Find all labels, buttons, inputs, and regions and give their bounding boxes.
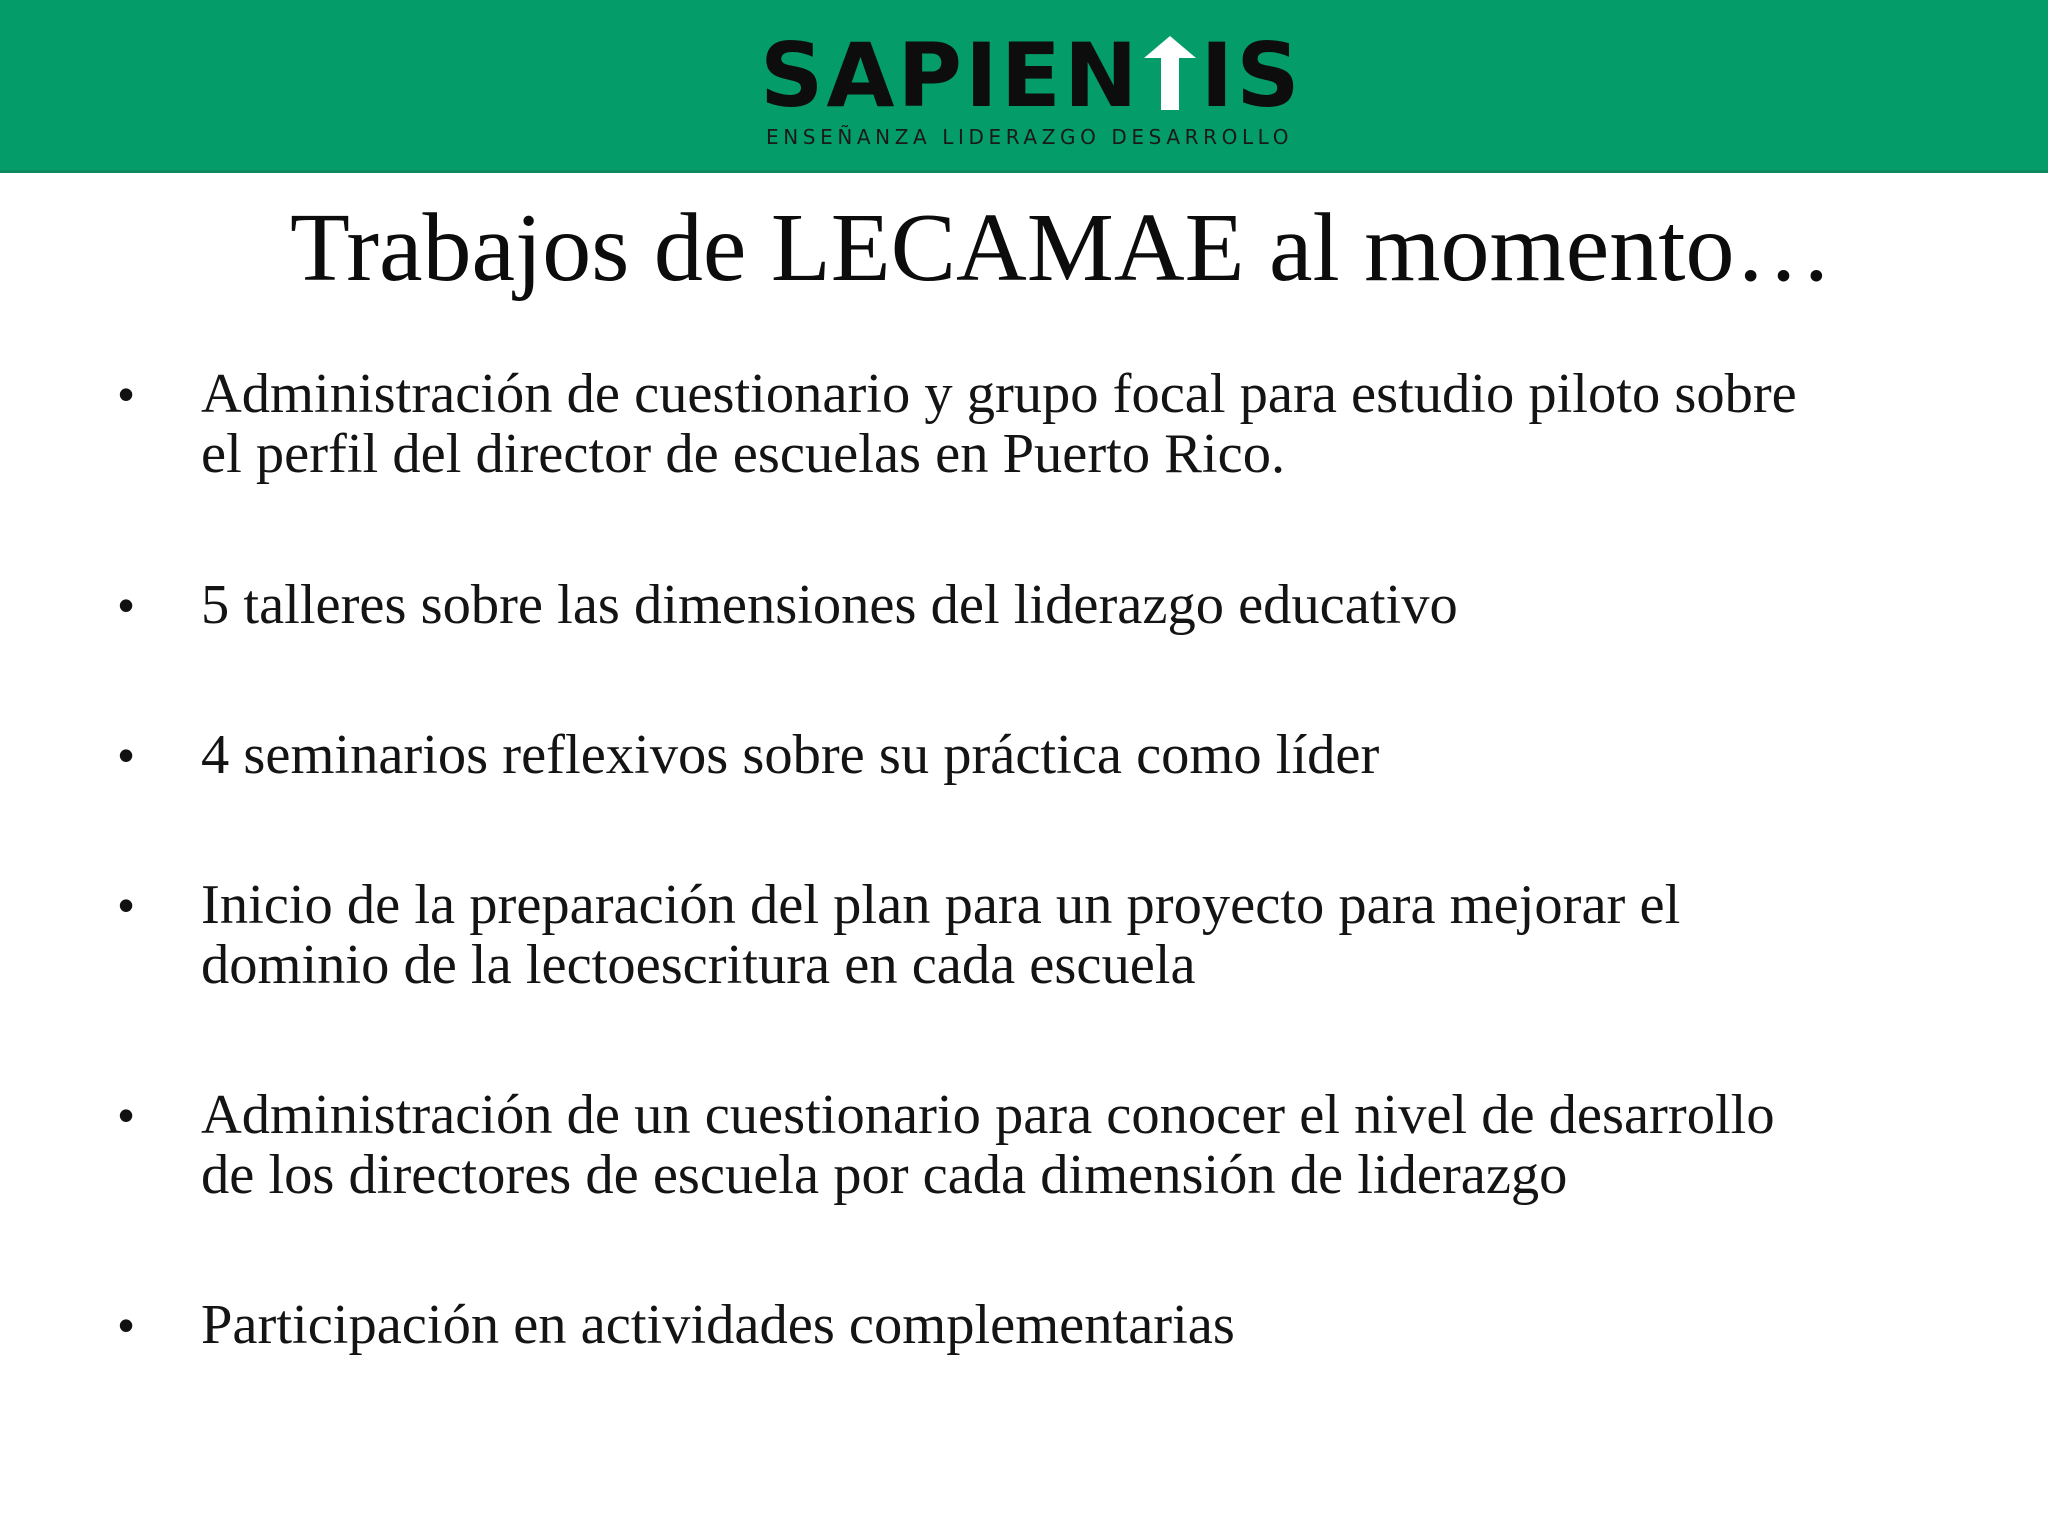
bullet-marker: •: [118, 1089, 135, 1141]
bullet-marker: •: [118, 1299, 135, 1351]
sapientis-logo: [760, 24, 1303, 158]
bullet-line: Administración de un cuestionario para conocer el nivel de desarrollo: [201, 1084, 1775, 1146]
slide-title: Trabajos de LECAMAE al momento…: [290, 194, 1833, 302]
bullet-line: dominio de la lectoescritura en cada escuela: [201, 934, 1196, 996]
bullet-text: [201, 725, 1941, 785]
bullet-text: [201, 575, 1941, 635]
logo-text-start: SAPIEN: [760, 24, 1141, 127]
logo-wordmark: [760, 24, 1303, 127]
bullet-line: de los directores de escuela por cada dimensión de liderazgo: [201, 1144, 1568, 1206]
bullet-line: Administración de cuestionario y grupo focal para estudio piloto sobre: [201, 363, 1797, 425]
bullet-marker: •: [118, 368, 135, 420]
logo-text-end: IS: [1200, 24, 1303, 127]
bullet-line: Inicio de la preparación del plan para un proyecto para mejorar el: [201, 874, 1681, 936]
bullet-line: el perfil del director de escuelas en Puerto Rico.: [201, 423, 1286, 485]
bullet-marker: •: [118, 729, 135, 781]
bullet-line: 5 talleres sobre las dimensiones del liderazgo educativo: [201, 574, 1458, 636]
up-arrow-t-icon: [1142, 30, 1198, 122]
bullet-text: [201, 875, 1941, 995]
header-band: [0, 0, 2048, 173]
logo-tagline: ENSEÑANZA LIDERAZGO DESARROLLO: [766, 125, 1294, 149]
bullet-text: [201, 1295, 1941, 1355]
bullet-marker: •: [118, 579, 135, 631]
bullet-line: Participación en actividades complementarias: [201, 1294, 1235, 1356]
bullet-text: [201, 1085, 1941, 1205]
bullet-text: [201, 364, 1941, 484]
bullet-line: 4 seminarios reflexivos sobre su práctica como líder: [201, 724, 1380, 786]
bullet-marker: •: [118, 879, 135, 931]
